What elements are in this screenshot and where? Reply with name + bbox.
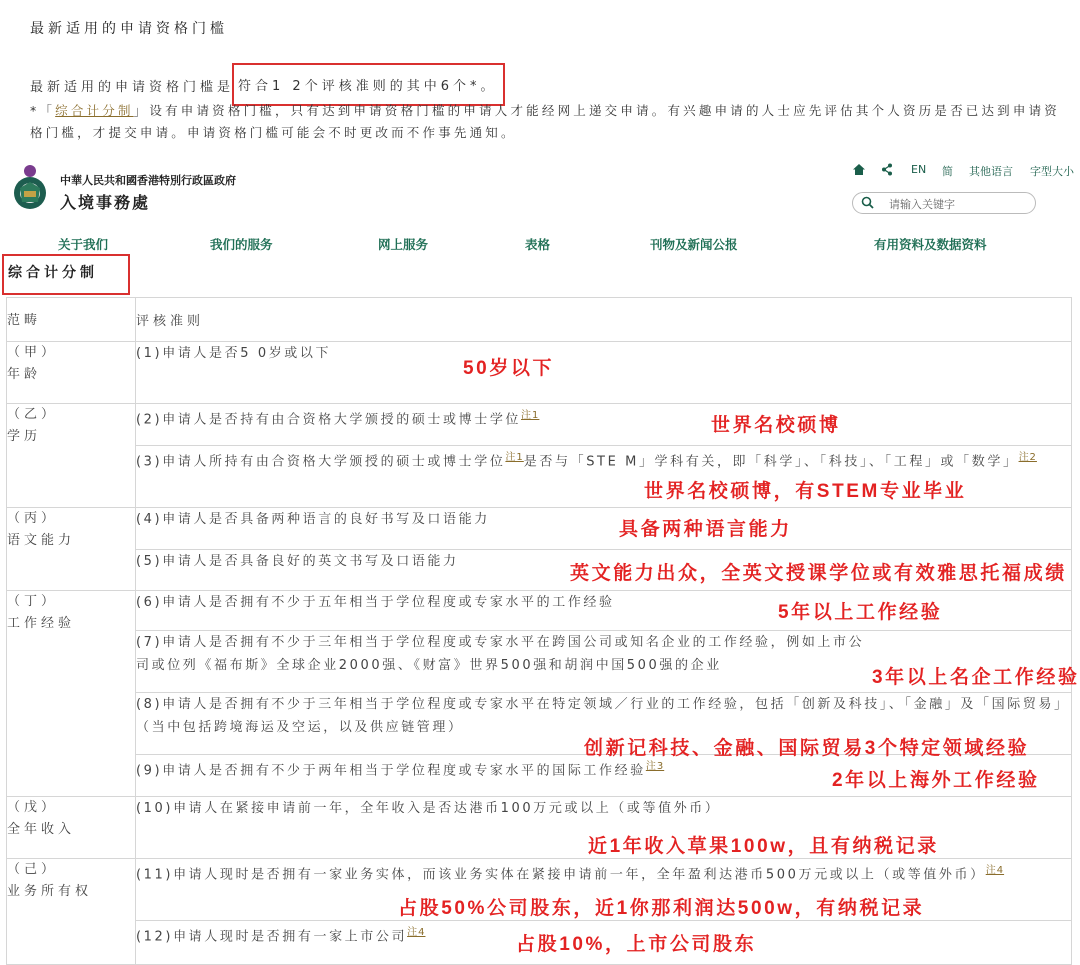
annotation-2: 世界名校硕博 xyxy=(711,415,841,436)
criterion-9-text: (9)申请人是否拥有不少于两年相当于学位程度或专家水平的国际工作经验 xyxy=(136,763,646,779)
category-work-experience xyxy=(7,591,136,797)
criterion-11-text: (11)申请人现时是否拥有一家业务实体，而该业务实体在紧接申请前一年，全年盈利达港币500万元或以上（或等值外币） xyxy=(136,867,986,883)
lang-sc-link[interactable]: 简 xyxy=(942,165,953,178)
annotation-11: 占股50%公司股东，近1你那利润达500w，有纳税记录 xyxy=(398,898,925,919)
category-income-label: 全年收入 xyxy=(7,822,76,837)
gov-name: 中華人民共和國香港特別行政區政府 xyxy=(60,174,236,187)
nav-forms[interactable]: 表格 xyxy=(525,237,551,252)
category-language xyxy=(7,508,136,591)
category-education xyxy=(7,404,136,508)
category-language-code: （丙） xyxy=(7,511,59,526)
header-category: 范畴 xyxy=(7,298,136,342)
criterion-4-text: (4)申请人是否具备两种语言的良好书写及口语能力 xyxy=(136,512,490,527)
category-education-label: 学历 xyxy=(7,429,42,444)
criterion-3 xyxy=(136,446,1072,508)
criterion-12-note-link[interactable]: 注4 xyxy=(407,927,426,938)
annotation-7: 3年以上名企工作经验 xyxy=(872,667,1080,688)
annotation-9: 2年以上海外工作经验 xyxy=(832,770,1040,791)
search-icon xyxy=(861,196,874,212)
criterion-11-note-link[interactable]: 注4 xyxy=(985,865,1005,876)
header-criteria: 评核准则 xyxy=(136,298,1072,342)
eligibility-highlight-box: 符合1 2个评核准则的其中6个*。 xyxy=(232,63,505,106)
category-business-code: （己） xyxy=(7,862,59,877)
criterion-9-note-link[interactable]: 注3 xyxy=(645,761,665,772)
criterion-2 xyxy=(136,404,1072,446)
criterion-10-text: (10)申请人在紧接申请前一年，全年收入是否达港币100万元或以上（或等值外币） xyxy=(136,801,721,816)
nav-about[interactable]: 关于我们 xyxy=(58,237,109,252)
note-prefix: *「 xyxy=(30,103,56,118)
nav-publications[interactable]: 刊物及新闻公报 xyxy=(650,237,738,252)
criterion-7 xyxy=(136,631,1080,693)
page-title: 综合计分制 xyxy=(8,265,98,281)
note-text: 」设有申请资格门槛，只有达到申请资格门槛的申请人才能经网上递交申请。有兴趣申请的人士应先评估其个人资历是否已达到申请资格门槛，才提交申请。申请资格门槛可能会不时更改而不作事先通知。 xyxy=(30,103,1060,140)
criterion-1-text: (1)申请人是否5 0岁或以下 xyxy=(136,346,332,361)
share-icon[interactable] xyxy=(881,163,893,179)
category-income-code: （戊） xyxy=(7,800,59,815)
criterion-1 xyxy=(136,342,1072,404)
criterion-5 xyxy=(136,550,1072,591)
criterion-6 xyxy=(136,591,1072,631)
criterion-4 xyxy=(136,508,1072,550)
criterion-12-text: (12)申请人现时是否拥有一家上市公司 xyxy=(136,929,408,945)
criterion-3-text: (3)申请人所持有由合资格大学颁授的硕士或博士学位 xyxy=(136,454,506,470)
home-icon[interactable] xyxy=(852,163,866,179)
annotation-5: 英文能力出众，全英文授课学位或有效雅思托福成绩 xyxy=(570,563,1067,584)
criterion-9 xyxy=(136,755,1072,797)
lang-en-link[interactable]: EN xyxy=(911,163,927,176)
criteria-table xyxy=(6,297,1080,965)
scheme-link[interactable]: 综合计分制 xyxy=(55,103,134,118)
criterion-8 xyxy=(136,693,1072,759)
annotation-1: 50岁以下 xyxy=(463,358,555,379)
category-work-label: 工作经验 xyxy=(7,616,76,631)
hk-emblem-logo xyxy=(8,162,52,214)
annotation-8: 创新记科技、金融、国际贸易3个特定领域经验 xyxy=(584,738,1030,759)
criterion-2-text: (2)申请人是否持有由合资格大学颁授的硕士或博士学位 xyxy=(136,412,522,428)
criterion-12 xyxy=(136,921,1072,965)
category-income xyxy=(7,797,136,859)
criterion-11 xyxy=(136,859,1072,921)
search-placeholder: 请输入关键字 xyxy=(889,198,955,211)
doc-heading: 最新适用的申请资格门槛 xyxy=(30,21,228,37)
annotation-12: 占股10%，上市公司股东 xyxy=(516,934,757,955)
category-education-code: （乙） xyxy=(7,407,59,422)
criterion-7-text: (7)申请人是否拥有不少于三年相当于学位程度或专家水平在跨国公司或知名企业的工作经验，例如上市公司或位列《福布斯》全球企业2000强、《财富》世界500强和胡润中国500强的企业 xyxy=(136,635,865,673)
nav-services[interactable]: 我们的服务 xyxy=(210,237,273,252)
annotation-4: 具备两种语言能力 xyxy=(619,519,792,540)
category-age xyxy=(7,342,136,404)
criterion-3-note2-link[interactable]: 注2 xyxy=(1018,452,1037,463)
search-box[interactable] xyxy=(852,192,1036,214)
category-age-label: 年龄 xyxy=(7,367,42,382)
criterion-3-note1-link[interactable]: 注1 xyxy=(505,452,524,463)
annotation-6: 5年以上工作经验 xyxy=(778,602,943,623)
nav-resources[interactable]: 有用资料及数据资料 xyxy=(874,237,987,252)
criterion-8-text: (8)申请人是否拥有不少于三年相当于学位程度或专家水平在特定领域／行业的工作经验，包括「创新及科技」、「金融」及「国际贸易」（当中包括跨境海运及空运，以及供应链管理） xyxy=(136,697,1070,735)
eligibility-prefix: 最新适用的申请资格门槛是 xyxy=(30,80,235,95)
category-business-ownership xyxy=(7,859,136,965)
category-age-code: （甲） xyxy=(7,345,59,360)
category-business-label: 业务所有权 xyxy=(7,884,93,899)
criterion-6-text: (6)申请人是否拥有不少于五年相当于学位程度或专家水平的工作经验 xyxy=(136,595,615,610)
nav-online-services[interactable]: 网上服务 xyxy=(378,237,429,252)
category-work-code: （丁） xyxy=(7,594,59,609)
criterion-5-text: (5)申请人是否具备良好的英文书写及口语能力 xyxy=(136,554,459,569)
font-size-link[interactable]: 字型大小 xyxy=(1030,165,1074,178)
criterion-10 xyxy=(136,797,1072,859)
doc-note xyxy=(30,100,1070,144)
annotation-3: 世界名校硕博，有STEM专业毕业 xyxy=(644,481,967,502)
annotation-10: 近1年收入草果100w，且有纳税记录 xyxy=(588,836,939,857)
dept-name: 入境事務處 xyxy=(60,193,151,212)
category-language-label: 语文能力 xyxy=(7,533,76,548)
other-lang-link[interactable]: 其他语言 xyxy=(969,165,1013,178)
criterion-3-tail: 是否与「STE M」学科有关，即「科学」、「科技」、「工程」或「数学」 xyxy=(523,454,1019,470)
criterion-2-note-link[interactable]: 注1 xyxy=(521,410,540,421)
